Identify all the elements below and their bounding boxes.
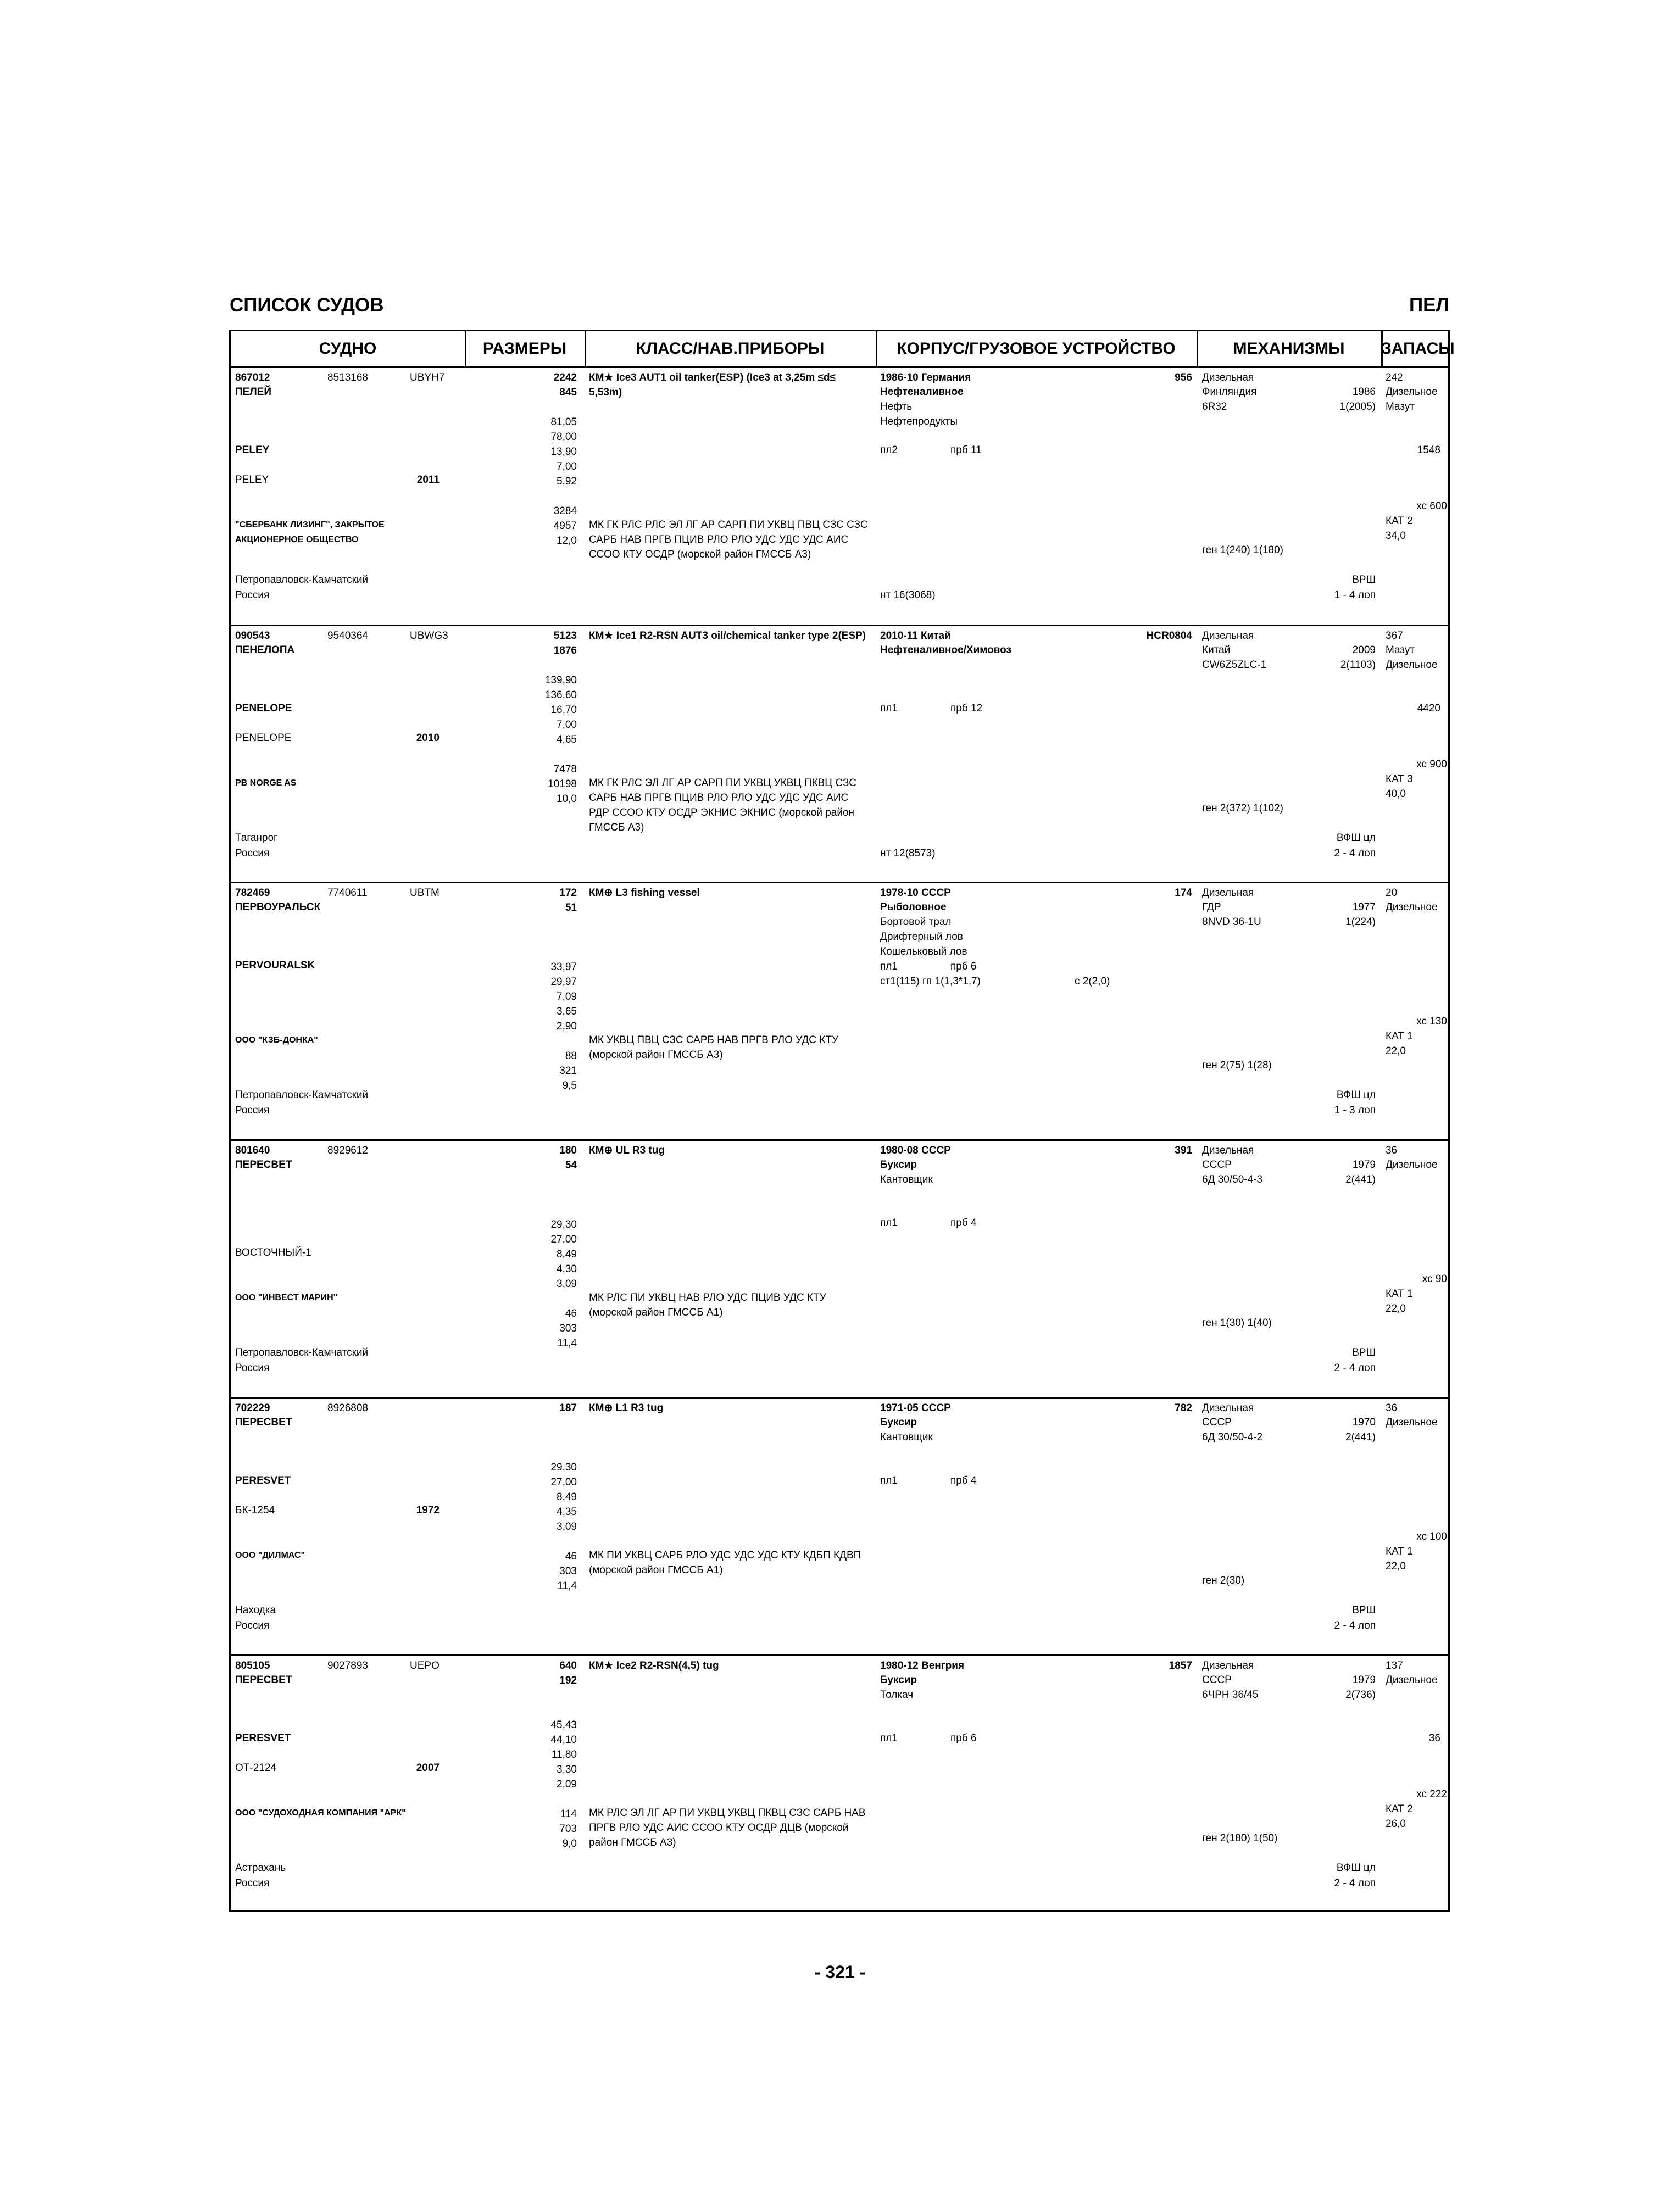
hull-type: Нефтепродукты [880, 416, 958, 427]
bulkheads: прб 11 [950, 444, 982, 456]
supply-ice-hp: хс 900 [1416, 759, 1447, 770]
supply-fuel-type: Дизельное [1386, 901, 1438, 913]
propeller-blades: 1 - 3 лоп [1334, 1105, 1376, 1116]
dimension-value: 303 [559, 1323, 577, 1334]
ship-record [231, 883, 1448, 1141]
engine-power: 2(736) [1345, 1689, 1376, 1701]
engine-year: 1977 [1352, 901, 1376, 913]
dimension-value: 7478 [553, 764, 577, 775]
ship-name-lat: PERVOURALSK [235, 960, 315, 971]
ship-name-lat: PERESVET [235, 1733, 291, 1744]
supply-fuel-amount: 137 [1386, 1660, 1403, 1672]
supply-value: 22,0 [1386, 1303, 1406, 1314]
supply-value: 40,0 [1386, 788, 1406, 800]
engine-year: 1979 [1352, 1674, 1376, 1686]
home-port: Таганрог [235, 832, 277, 844]
owner-name: ООО "ИНВЕСТ МАРИН" [235, 1293, 338, 1302]
class-notation: КМ⊕ L1 R3 tug [589, 1402, 664, 1414]
propeller-blades: 1 - 4 лоп [1334, 589, 1376, 601]
dimension-value: 27,00 [550, 1234, 577, 1245]
home-port: Петропавловск-Камчатский [235, 574, 369, 586]
generators: ген 2(30) [1202, 1575, 1245, 1586]
engine-type: Дизельная [1202, 630, 1254, 642]
supply-ice-hp: хс 90 [1422, 1273, 1447, 1285]
dimension-value: 3284 [553, 505, 577, 517]
nav-equipment: МК ПИ УКВЦ САРБ РЛО УДС УДС УДС КТУ КДБП КДВП (морской район ГМССБ А1) [589, 1550, 861, 1576]
supply-water: 1548 [1417, 444, 1440, 456]
dimension-value: 2,09 [557, 1779, 577, 1790]
propeller: ВФШ цл [1336, 832, 1376, 844]
propeller-blades: 2 - 4 лоп [1334, 1878, 1376, 1889]
dimension-value: 33,97 [550, 961, 577, 973]
supply-category: КАТ 2 [1386, 1803, 1413, 1815]
propeller-blades: 2 - 4 лоп [1334, 848, 1376, 859]
net-tonnage: нт 12(8573) [880, 848, 936, 859]
country: Россия [235, 1105, 270, 1116]
dimension-value: 2,90 [557, 1021, 577, 1032]
former-year: 1972 [416, 1505, 440, 1516]
home-port: Петропавловск-Камчатский [235, 1347, 369, 1358]
registry-number: 801640 [235, 1145, 270, 1156]
engine-year: 1970 [1352, 1417, 1376, 1428]
engine-model: 6ЧРН 36/45 [1202, 1689, 1259, 1701]
dimension-value: 3,30 [557, 1764, 577, 1775]
ship-name-ru: ПЕРВОУРАЛЬСК [235, 901, 321, 913]
hull-type: Дрифтерный лов [880, 931, 963, 943]
holds: пл1 [880, 703, 898, 714]
supply-fuel-amount: 20 [1386, 887, 1398, 899]
dimension-value: 13,90 [550, 446, 577, 458]
dimension-value: 16,70 [550, 704, 577, 716]
dimension-value: 180 [559, 1145, 577, 1156]
dimension-value: 11,4 [557, 1338, 577, 1349]
supply-value: 34,0 [1386, 530, 1406, 542]
dimension-value: 29,30 [550, 1219, 577, 1230]
holds: пл1 [880, 1733, 898, 1744]
net-tonnage: нт 16(3068) [880, 589, 936, 601]
propeller: ВРШ [1352, 1347, 1376, 1358]
build-year-country: 1986-10 Германия [880, 372, 971, 383]
hull-number: 956 [1175, 372, 1192, 383]
imo-number: 8513168 [327, 372, 368, 383]
hull-type: Нефтеналивное [880, 386, 964, 398]
dimension-value: 1876 [553, 645, 577, 656]
supply-fuel-amount: 36 [1386, 1402, 1398, 1414]
ship-record [231, 1141, 1448, 1399]
ship-record [231, 368, 1448, 626]
engine-model: 8NVD 36-1U [1202, 916, 1261, 928]
nav-equipment: МК ГК РЛС РЛС ЭЛ ЛГ АР САРП ПИ УКВЦ ПВЦ СЗС СЗС САРБ НАВ ПРГВ ПЦИВ РЛО РЛО УДС УДС УДС АИС ССОО КТУ ОСДР (морской район ГМССБ А3) [589, 519, 868, 560]
engine-year: 1979 [1352, 1159, 1376, 1171]
dimension-value: 45,43 [550, 1719, 577, 1731]
engine-country: СССР [1202, 1417, 1232, 1428]
registry-number: 782469 [235, 887, 270, 899]
registry-number: 090543 [235, 630, 270, 642]
supply-value: 22,0 [1386, 1561, 1406, 1572]
supply-fuel-type: Дизельное [1386, 386, 1438, 398]
engine-power: 2(441) [1345, 1431, 1376, 1443]
owner-name: "СБЕРБАНК ЛИЗИНГ", ЗАКРЫТОЕ АКЦИОНЕРНОЕ ОБЩЕСТВО [235, 520, 385, 544]
holds: пл1 [880, 1217, 898, 1229]
engine-model: 6Д 30/50-4-2 [1202, 1431, 1263, 1443]
dimension-value: 3,65 [557, 1006, 577, 1017]
hull-number: 391 [1175, 1145, 1192, 1156]
owner-name: ООО "ДИЛМАС" [235, 1551, 305, 1560]
home-port: Находка [235, 1605, 276, 1616]
cranes-extra: с 2(2,0) [1075, 976, 1110, 987]
engine-power: 1(224) [1345, 916, 1376, 928]
ship-name-ru: ПЕРЕСВЕТ [235, 1674, 292, 1686]
class-notation: КМ⊕ UL R3 tug [589, 1145, 665, 1156]
supply-value: 26,0 [1386, 1818, 1406, 1830]
page-number: - 321 - [814, 1962, 866, 1982]
dimension-value: 51 [565, 902, 577, 913]
dimension-value: 88 [565, 1050, 577, 1062]
dimension-value: 4957 [553, 520, 577, 532]
hull-type: Буксир [880, 1159, 917, 1171]
dimension-value: 192 [559, 1675, 577, 1686]
supply-water: 36 [1428, 1733, 1440, 1744]
supply-fuel-amount: 242 [1386, 372, 1403, 383]
propeller: ВРШ [1352, 1605, 1376, 1616]
generators: ген 2(180) 1(50) [1202, 1832, 1278, 1844]
home-port: Петропавловск-Камчатский [235, 1089, 369, 1101]
propeller: ВФШ цл [1336, 1089, 1376, 1101]
supply-fuel-type: Мазут [1386, 644, 1415, 656]
class-notation: КМ★ Ice1 R2-RSN AUT3 oil/chemical tanker type 2(ESP) [589, 630, 866, 642]
supply-value: 22,0 [1386, 1045, 1406, 1057]
bulkheads: прб 6 [950, 961, 977, 972]
imo-number: 9027893 [327, 1660, 368, 1672]
supply-category: КАТ 1 [1386, 1546, 1413, 1557]
cranes: ст1(115) гп 1(1,3*1,7) [880, 976, 981, 987]
bulkheads: прб 4 [950, 1475, 977, 1486]
country: Россия [235, 1362, 270, 1374]
page-header-title: СПИСОК СУДОВ [230, 294, 384, 316]
engine-model: 6Д 30/50-4-3 [1202, 1174, 1263, 1185]
imo-number: 8929612 [327, 1145, 368, 1156]
bulkheads: прб 12 [950, 703, 983, 714]
ship-list-table [229, 330, 1455, 1912]
dimension-value: 46 [565, 1308, 577, 1319]
hull-type: Рыболовное [880, 901, 947, 913]
dimension-value: 321 [559, 1065, 577, 1077]
build-year-country: 1978-10 СССР [880, 887, 951, 899]
ship-name-ru: ПЕРЕСВЕТ [235, 1159, 292, 1171]
engine-country: ГДР [1202, 901, 1221, 913]
class-notation: КМ★ Ice3 AUT1 oil tanker(ESP) (Ice3 at 3,25m ≤d≤ 5,53m) [589, 372, 836, 398]
build-year-country: 2010-11 Китай [880, 630, 951, 642]
dimension-value: 29,97 [550, 976, 577, 988]
supply-fuel-type: Дизельное [1386, 1417, 1438, 1428]
dimension-value: 303 [559, 1566, 577, 1577]
supply-category: КАТ 1 [1386, 1288, 1413, 1300]
dimension-value: 44,10 [550, 1734, 577, 1746]
engine-model: CW6Z5ZLC-1 [1202, 659, 1267, 671]
supply-ice-hp: хс 100 [1416, 1531, 1447, 1542]
engine-country: Финляндия [1202, 386, 1257, 398]
nav-equipment: МК УКВЦ ПВЦ СЗС САРБ НАВ ПРГВ РЛО УДС КТУ (морской район ГМССБ А3) [589, 1034, 839, 1061]
hull-type: Кантовщик [880, 1174, 933, 1185]
bulkheads: прб 4 [950, 1217, 977, 1229]
former-name: PELEY [235, 474, 269, 486]
home-port: Астрахань [235, 1862, 286, 1874]
owner-name: PB NORGE AS [235, 778, 297, 788]
holds: пл1 [880, 961, 898, 972]
former-name: БК-1254 [235, 1505, 275, 1516]
dimension-value: 703 [559, 1823, 577, 1835]
ship-record [231, 626, 1448, 883]
propeller: ВРШ [1352, 574, 1376, 586]
bulkheads: прб 6 [950, 1733, 977, 1744]
ship-name-lat: PELEY [235, 444, 270, 456]
call-sign: UBWG3 [410, 630, 448, 642]
engine-type: Дизельная [1202, 1145, 1254, 1156]
hull-number: 782 [1175, 1402, 1192, 1414]
dimension-value: 114 [560, 1808, 577, 1820]
former-year: 2010 [416, 732, 440, 744]
country: Россия [235, 1878, 270, 1889]
dimension-value: 4,65 [557, 734, 577, 745]
propeller-blades: 2 - 4 лоп [1334, 1620, 1376, 1631]
column-header-dimensions: РАЗМЕРЫ [482, 339, 567, 358]
hull-type: Толкач [880, 1689, 914, 1701]
supply-fuel-type-2: Мазут [1386, 401, 1415, 413]
registry-number: 805105 [235, 1660, 270, 1672]
dimension-value: 8,49 [557, 1249, 577, 1260]
engine-model: 6R32 [1202, 401, 1227, 413]
ship-name-lat: PERESVET [235, 1475, 291, 1486]
former-name: ОТ-2124 [235, 1762, 276, 1774]
dimension-value: 81,05 [550, 416, 577, 428]
class-notation: КМ⊕ L3 fishing vessel [589, 887, 700, 899]
supply-water: 4420 [1417, 703, 1440, 714]
dimension-value: 27,00 [550, 1477, 577, 1488]
build-year-country: 1971-05 СССР [880, 1402, 951, 1414]
holds: пл2 [880, 444, 898, 456]
nav-equipment: МК ГК РЛС ЭЛ ЛГ АР САРП ПИ УКВЦ УКВЦ ПКВЦ СЗС САРБ НАВ ПРГВ ПЦИВ РЛО РЛО УДС УДС УДС АИС РДР ССОО КТУ ОСДР ЭКНИС ЭКНИС (морской район ГМССБ А3) [589, 777, 857, 833]
dimension-value: 29,30 [550, 1462, 577, 1473]
hull-type: Буксир [880, 1417, 917, 1428]
engine-year: 1986 [1352, 386, 1376, 398]
registry-number: 702229 [235, 1402, 270, 1414]
engine-country: Китай [1202, 644, 1231, 656]
engine-power: 1(2005) [1339, 401, 1376, 413]
supply-fuel-type: Дизельное [1386, 1159, 1438, 1171]
dimension-value: 12,0 [557, 535, 577, 547]
engine-type: Дизельная [1202, 887, 1254, 899]
dimension-value: 4,35 [557, 1506, 577, 1518]
hull-number: 1857 [1169, 1660, 1192, 1672]
owner-name: ООО "КЗБ-ДОНКА" [235, 1035, 318, 1045]
engine-power: 2(1103) [1340, 659, 1376, 671]
imo-number: 9540364 [327, 630, 368, 642]
ship-record [231, 1399, 1448, 1656]
column-header-supplies: ЗАПАСЫ [1381, 339, 1455, 358]
hull-type: Нефть [880, 401, 913, 413]
engine-power: 2(441) [1345, 1174, 1376, 1185]
supply-category: КАТ 1 [1386, 1030, 1413, 1042]
country: Россия [235, 1620, 270, 1631]
dimension-value: 2242 [553, 372, 577, 383]
former-name: ВОСТОЧНЫЙ-1 [235, 1247, 311, 1258]
generators: ген 1(30) 1(40) [1202, 1317, 1272, 1329]
ship-name-ru: ПЕРЕСВЕТ [235, 1417, 292, 1428]
column-header-class: КЛАСС/НАВ.ПРИБОРЫ [636, 339, 825, 358]
former-year: 2007 [416, 1762, 440, 1774]
build-year-country: 1980-12 Венгрия [880, 1660, 965, 1672]
ship-name-ru: ПЕЛЕЙ [235, 386, 271, 398]
hull-type: Буксир [880, 1674, 917, 1686]
dimension-value: 78,00 [550, 431, 577, 443]
dimension-value: 845 [559, 387, 577, 398]
ship-name-ru: ПЕНЕЛОПА [235, 644, 295, 656]
dimension-value: 10198 [548, 778, 577, 790]
former-year: 2011 [416, 474, 440, 486]
generators: ген 1(240) 1(180) [1202, 544, 1283, 556]
hull-number: 174 [1175, 887, 1192, 899]
dimension-value: 8,49 [557, 1491, 577, 1503]
dimension-value: 187 [559, 1402, 577, 1414]
ship-name-lat: PENELOPE [235, 703, 292, 714]
engine-country: СССР [1202, 1159, 1232, 1171]
nav-equipment: МК РЛС ЭЛ ЛГ АР ПИ УКВЦ УКВЦ ПКВЦ СЗС САРБ НАВ ПРГВ РЛО УДС АИС ССОО КТУ ОСДР ДЦВ (морской район ГМССБ А3) [589, 1807, 866, 1848]
dimension-value: 172 [559, 887, 577, 899]
class-notation: КМ★ Ice2 R2-RSN(4,5) tug [589, 1660, 719, 1672]
engine-type: Дизельная [1202, 1660, 1254, 1672]
owner-name: ООО "СУДОХОДНАЯ КОМПАНИЯ "АРК" [235, 1808, 406, 1818]
call-sign: UEPO [410, 1660, 440, 1672]
dimension-value: 5,92 [557, 476, 577, 487]
table-header [231, 331, 1455, 368]
call-sign: UBTM [410, 887, 440, 899]
holds: пл1 [880, 1475, 898, 1486]
dimension-value: 46 [565, 1551, 577, 1562]
dimension-value: 4,30 [557, 1263, 577, 1275]
dimension-value: 54 [565, 1160, 577, 1171]
call-sign: UBYH7 [410, 372, 445, 383]
dimension-value: 3,09 [557, 1278, 577, 1290]
generators: ген 2(75) 1(28) [1202, 1060, 1272, 1071]
engine-country: СССР [1202, 1674, 1232, 1686]
supply-category: КАТ 2 [1386, 515, 1413, 527]
country: Россия [235, 589, 270, 601]
propeller-blades: 2 - 4 лоп [1334, 1362, 1376, 1374]
propeller: ВФШ цл [1336, 1862, 1376, 1874]
dimension-value: 11,4 [557, 1580, 577, 1592]
engine-type: Дизельная [1202, 1402, 1254, 1414]
dimension-value: 9,0 [562, 1838, 577, 1850]
dimension-value: 7,09 [557, 991, 577, 1002]
ship-record [231, 1656, 1448, 1912]
hull-type: Бортовой трал [880, 916, 952, 928]
hull-type: Нефтеналивное/Химовоз [880, 644, 1011, 656]
dimension-value: 136,60 [544, 689, 577, 701]
dimension-value: 11,80 [551, 1749, 577, 1761]
nav-equipment: МК РЛС ПИ УКВЦ НАВ РЛО УДС ПЦИВ УДС КТУ (морской район ГМССБ А1) [589, 1292, 826, 1318]
supply-ice-hp: хс 130 [1416, 1016, 1447, 1027]
dimension-value: 3,09 [557, 1521, 577, 1533]
supply-fuel-amount: 36 [1386, 1145, 1398, 1156]
imo-number: 8926808 [327, 1402, 368, 1414]
engine-year: 2009 [1352, 644, 1376, 656]
hull-number: HCR0804 [1146, 630, 1192, 642]
former-name: PENELOPE [235, 732, 292, 744]
dimension-value: 7,00 [557, 719, 577, 731]
dimension-value: 9,5 [562, 1080, 577, 1091]
hull-type: Кантовщик [880, 1431, 933, 1443]
supply-fuel-type: Дизельное [1386, 1674, 1438, 1686]
supply-fuel-type-2: Дизельное [1386, 659, 1438, 671]
supply-fuel-amount: 367 [1386, 630, 1403, 642]
column-header-hull: КОРПУС/ГРУЗОВОЕ УСТРОЙСТВО [897, 339, 1176, 358]
supply-category: КАТ 3 [1386, 773, 1413, 785]
dimension-value: 10,0 [557, 793, 577, 805]
supply-ice-hp: хс 222 [1416, 1789, 1447, 1800]
country: Россия [235, 848, 270, 859]
supply-ice-hp: хс 600 [1416, 500, 1447, 512]
dimension-value: 7,00 [557, 461, 577, 472]
generators: ген 2(372) 1(102) [1202, 803, 1283, 814]
registry-number: 867012 [235, 372, 270, 383]
build-year-country: 1980-08 СССР [880, 1145, 951, 1156]
imo-number: 7740611 [327, 887, 368, 899]
page-header-section: ПЕЛ [1409, 294, 1449, 316]
dimension-value: 640 [559, 1660, 577, 1672]
column-header-machinery: МЕХАНИЗМЫ [1233, 339, 1345, 358]
dimension-value: 139,90 [544, 675, 577, 686]
column-header-ship: СУДНО [319, 339, 377, 358]
hull-type: Кошельковый лов [880, 946, 967, 957]
dimension-value: 5123 [553, 630, 577, 642]
engine-type: Дизельная [1202, 372, 1254, 383]
